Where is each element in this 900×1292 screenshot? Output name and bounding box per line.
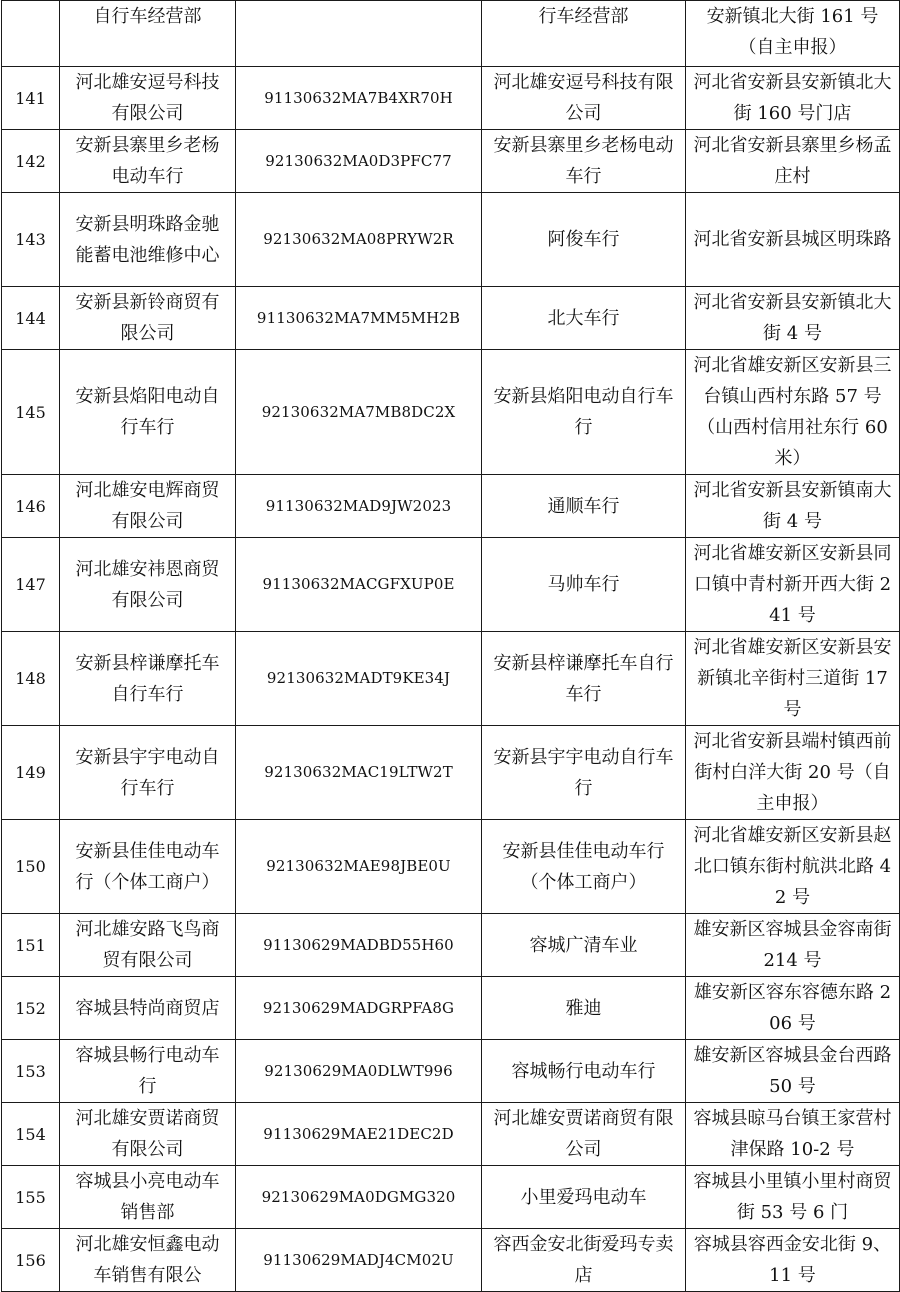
table-row [2, 475, 900, 538]
cell-address: 容城县晾马台镇王家营村津保路 10-2 号 [686, 1103, 900, 1166]
cell-credit-code: 92130629MA0DLWT996 [236, 1040, 482, 1103]
cell-shop-name: 河北雄安逗号科技有限公司 [482, 67, 686, 130]
table-row [2, 820, 900, 914]
cell-number: 154 [2, 1103, 60, 1166]
cell-credit-code: 92130632MA08PRYW2R [236, 193, 482, 287]
cell-credit-code: 92130629MADGRPFA8G [236, 977, 482, 1040]
cell-credit-code: 91130629MADJ4CM02U [236, 1229, 482, 1292]
cell-number: 145 [2, 350, 60, 475]
cell-address: 雄安新区容城县金容南街 214 号 [686, 914, 900, 977]
cell-name: 容城县畅行电动车行 [60, 1040, 236, 1103]
cell-number [2, 1, 60, 67]
cell-number: 156 [2, 1229, 60, 1292]
cell-name: 安新县焰阳电动自行车行 [60, 350, 236, 475]
cell-credit-code: 92130632MADT9KE34J [236, 632, 482, 726]
cell-address: 河北省雄安新区安新县赵北口镇东街村航洪北路 42 号 [686, 820, 900, 914]
cell-credit-code: 92130632MA0D3PFC77 [236, 130, 482, 193]
table-row [2, 1229, 900, 1292]
cell-credit-code: 91130629MADBD55H60 [236, 914, 482, 977]
cell-number: 147 [2, 538, 60, 632]
table-row [2, 350, 900, 475]
table-row [2, 67, 900, 130]
table-row [2, 1103, 900, 1166]
cell-address: 河北省安新县安新镇南大街 4 号 [686, 475, 900, 538]
cell-credit-code: 91130632MACGFXUP0E [236, 538, 482, 632]
cell-name: 自行车经营部 [60, 1, 236, 67]
table-row [2, 914, 900, 977]
cell-credit-code: 92130629MA0DGMG320 [236, 1166, 482, 1229]
table-row [2, 632, 900, 726]
cell-credit-code: 92130632MA7MB8DC2X [236, 350, 482, 475]
cell-number: 142 [2, 130, 60, 193]
table-row [2, 1166, 900, 1229]
cell-address: 雄安新区容城县金台西路 50 号 [686, 1040, 900, 1103]
cell-shop-name: 安新县梓谦摩托车自行车行 [482, 632, 686, 726]
cell-number: 141 [2, 67, 60, 130]
cell-name: 容城县小亮电动车销售部 [60, 1166, 236, 1229]
cell-name: 容城县特尚商贸店 [60, 977, 236, 1040]
cell-credit-code [236, 1, 482, 67]
cell-name: 安新县明珠路金驰能蓄电池维修中心 [60, 193, 236, 287]
table-row [2, 977, 900, 1040]
cell-shop-name: 安新县寨里乡老杨电动车行 [482, 130, 686, 193]
cell-number: 151 [2, 914, 60, 977]
cell-name: 安新县新铃商贸有限公司 [60, 287, 236, 350]
table-row [2, 130, 900, 193]
table-row [2, 193, 900, 287]
table-row [2, 287, 900, 350]
cell-address: 容城县小里镇小里村商贸街 53 号 6 门 [686, 1166, 900, 1229]
cell-number: 153 [2, 1040, 60, 1103]
cell-name: 安新县梓谦摩托车自行车行 [60, 632, 236, 726]
cell-address: 雄安新区容东容德东路 206 号 [686, 977, 900, 1040]
cell-number: 148 [2, 632, 60, 726]
cell-shop-name: 河北雄安贾诺商贸有限公司 [482, 1103, 686, 1166]
cell-shop-name: 安新县佳佳电动车行（个体工商户） [482, 820, 686, 914]
cell-shop-name: 安新县焰阳电动自行车行 [482, 350, 686, 475]
cell-number: 149 [2, 726, 60, 820]
cell-number: 150 [2, 820, 60, 914]
cell-name: 河北雄安路飞鸟商贸有限公司 [60, 914, 236, 977]
cell-address: 河北省雄安新区安新县同口镇中青村新开西大街 241 号 [686, 538, 900, 632]
cell-shop-name: 行车经营部 [482, 1, 686, 67]
cell-name: 河北雄安恒鑫电动车销售有限公 [60, 1229, 236, 1292]
cell-shop-name: 安新县宇宇电动自行车行 [482, 726, 686, 820]
table-row [2, 726, 900, 820]
cell-shop-name: 容西金安北街爱玛专卖店 [482, 1229, 686, 1292]
cell-number: 144 [2, 287, 60, 350]
cell-shop-name: 北大车行 [482, 287, 686, 350]
cell-shop-name: 容城畅行电动车行 [482, 1040, 686, 1103]
cell-name: 河北雄安逗号科技有限公司 [60, 67, 236, 130]
cell-shop-name: 小里爱玛电动车 [482, 1166, 686, 1229]
dealer-table [1, 0, 900, 1292]
cell-number: 146 [2, 475, 60, 538]
cell-name: 安新县寨里乡老杨电动车行 [60, 130, 236, 193]
cell-credit-code: 91130632MAD9JW2023 [236, 475, 482, 538]
cell-shop-name: 通顺车行 [482, 475, 686, 538]
cell-credit-code: 92130632MAE98JBE0U [236, 820, 482, 914]
cell-shop-name: 雅迪 [482, 977, 686, 1040]
cell-name: 河北雄安祎恩商贸有限公司 [60, 538, 236, 632]
cell-address: 容城县容西金安北街 9、11 号 [686, 1229, 900, 1292]
cell-credit-code: 91130632MA7MM5MH2B [236, 287, 482, 350]
cell-address: 河北省雄安新区安新县三台镇山西村东路 57 号（山西村信用社东行 60 米） [686, 350, 900, 475]
cell-address: 安新镇北大街 161 号（自主申报） [686, 1, 900, 67]
table-row-continued [2, 1, 900, 67]
cell-number: 155 [2, 1166, 60, 1229]
cell-number: 152 [2, 977, 60, 1040]
cell-shop-name: 容城广清车业 [482, 914, 686, 977]
cell-address: 河北省安新县安新镇北大街 4 号 [686, 287, 900, 350]
cell-name: 安新县佳佳电动车行（个体工商户） [60, 820, 236, 914]
cell-name: 安新县宇宇电动自行车行 [60, 726, 236, 820]
cell-address: 河北省雄安新区安新县安新镇北辛街村三道街 17 号 [686, 632, 900, 726]
table-row [2, 538, 900, 632]
cell-number: 143 [2, 193, 60, 287]
cell-credit-code: 92130632MAC19LTW2T [236, 726, 482, 820]
cell-address: 河北省安新县寨里乡杨孟庄村 [686, 130, 900, 193]
cell-credit-code: 91130632MA7B4XR70H [236, 67, 482, 130]
cell-credit-code: 91130629MAE21DEC2D [236, 1103, 482, 1166]
cell-address: 河北省安新县城区明珠路 [686, 193, 900, 287]
cell-address: 河北省安新县端村镇西前街村白洋大街 20 号（自主申报） [686, 726, 900, 820]
cell-name: 河北雄安贾诺商贸有限公司 [60, 1103, 236, 1166]
cell-shop-name: 马帅车行 [482, 538, 686, 632]
cell-name: 河北雄安电辉商贸有限公司 [60, 475, 236, 538]
table-row [2, 1040, 900, 1103]
cell-shop-name: 阿俊车行 [482, 193, 686, 287]
cell-address: 河北省安新县安新镇北大街 160 号门店 [686, 67, 900, 130]
